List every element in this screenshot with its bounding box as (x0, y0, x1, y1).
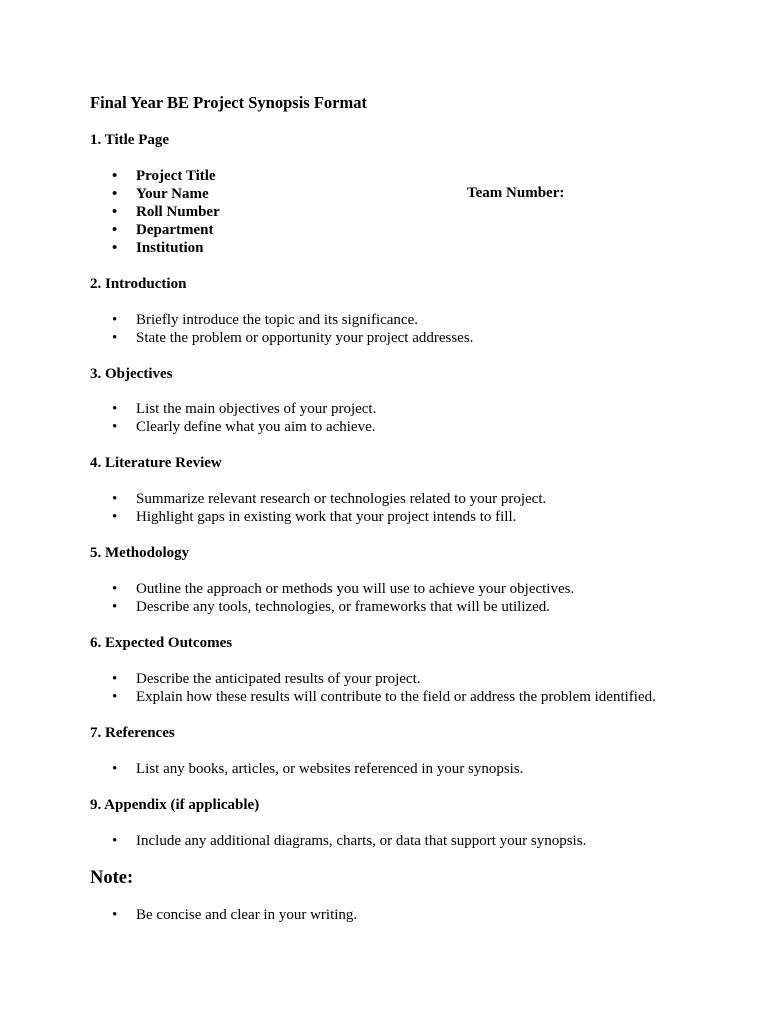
list-item: • Explain how these results will contribute to the field or address the problem identified. (136, 688, 656, 706)
section-heading-expected-outcomes: 6. Expected Outcomes (90, 635, 233, 651)
list-item: • Institution (136, 239, 204, 257)
list-item: • Your Name (136, 185, 209, 203)
list-item: • State the problem or opportunity your project addresses. (136, 329, 473, 347)
list-item: • List any books, articles, or websites referenced in your synopsis. (136, 760, 523, 778)
note-heading: Note: (90, 868, 134, 888)
section-heading-title-page: 1. Title Page (90, 132, 170, 148)
section-heading-references: 7. References (90, 725, 175, 741)
list-item: • Briefly introduce the topic and its significance. (136, 311, 418, 329)
list-item: • Summarize relevant research or technologies related to your project. (136, 490, 546, 508)
list-item: • Project Title (136, 167, 216, 185)
list-item: • Include any additional diagrams, charts, or data that support your synopsis. (136, 832, 586, 850)
section-heading-objectives: 3. Objectives (90, 366, 173, 382)
section-heading-introduction: 2. Introduction (90, 276, 187, 292)
list-item: • Highlight gaps in existing work that your project intends to fill. (136, 508, 516, 526)
list-item: • Outline the approach or methods you will use to achieve your objectives. (136, 580, 574, 598)
list-item: • Be concise and clear in your writing. (136, 906, 357, 924)
team-number-label: Team Number: (467, 185, 565, 201)
section-heading-methodology: 5. Methodology (90, 545, 190, 561)
list-item: • Describe the anticipated results of your project. (136, 670, 420, 688)
section-heading-literature-review: 4. Literature Review (90, 455, 222, 471)
document-title: Final Year BE Project Synopsis Format (90, 93, 367, 112)
list-item: • Clearly define what you aim to achieve. (136, 418, 376, 436)
list-item: • Describe any tools, technologies, or frameworks that will be utilized. (136, 598, 550, 616)
section-heading-appendix: 9. Appendix (if applicable) (90, 797, 260, 813)
list-item: • Roll Number (136, 203, 220, 221)
list-item: • Department (136, 221, 213, 239)
list-item: • List the main objectives of your project. (136, 400, 376, 418)
